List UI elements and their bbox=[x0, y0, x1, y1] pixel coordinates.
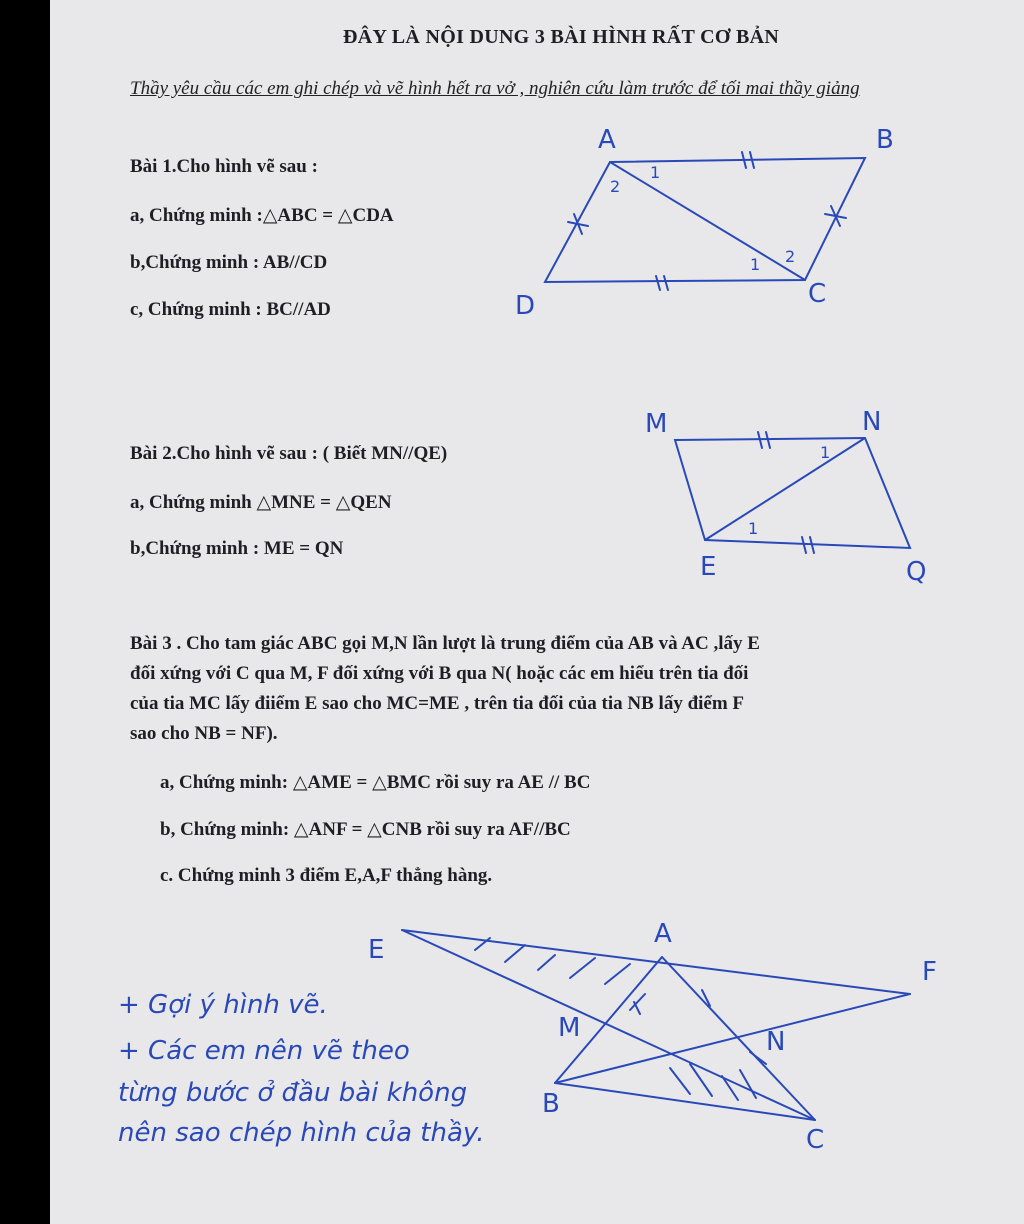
fig2-label-q: Q bbox=[906, 557, 927, 587]
fig2-label-n: N bbox=[862, 407, 882, 437]
fig3-label-c: C bbox=[806, 1125, 825, 1155]
fig3-label-m: M bbox=[558, 1013, 581, 1043]
fig2-label-m: M bbox=[645, 409, 668, 439]
figures-svg bbox=[50, 0, 1024, 1224]
bai3-line-1: Bài 3 . Cho tam giác ABC gọi M,N lần lượt là trung điểm của AB và AC ,lấy E bbox=[130, 633, 760, 654]
fig2-angle-1-bottom: 1 bbox=[748, 519, 759, 538]
note-line-4: nên sao chép hình của thầy. bbox=[118, 1118, 485, 1148]
intro-note: Thầy yêu cầu các em ghi chép và vẽ hình hết ra vở , nghiên cứu làm trước để tối mai thầy giảng bbox=[130, 78, 860, 99]
fig1-angle-2-top: 2 bbox=[610, 177, 621, 196]
bai1-part-c: c, Chứng minh : BC//AD bbox=[130, 299, 331, 320]
paper-sheet bbox=[50, 0, 1024, 1224]
bai3-part-a: a, Chứng minh: △AME = △BMC rồi suy ra AE // BC bbox=[160, 772, 591, 793]
bai3-part-c: c. Chứng minh 3 điểm E,A,F thẳng hàng. bbox=[160, 865, 493, 886]
bai3-part-b: b, Chứng minh: △ANF = △CNB rồi suy ra AF//BC bbox=[160, 819, 571, 840]
fig1-angle-2-bottom: 2 bbox=[785, 247, 796, 266]
fig1-label-d: D bbox=[515, 291, 536, 321]
figure-bai2 bbox=[675, 432, 910, 553]
fig1-angle-1-bottom: 1 bbox=[750, 255, 761, 274]
bai2-heading: Bài 2.Cho hình vẽ sau : ( Biết MN//QE) bbox=[130, 443, 448, 464]
note-line-2: + Các em nên vẽ theo bbox=[118, 1036, 410, 1066]
note-line-3: từng bước ở đầu bài không bbox=[118, 1078, 468, 1108]
fig3-label-b: B bbox=[542, 1089, 560, 1119]
fig3-label-n: N bbox=[766, 1027, 786, 1057]
bai3-line-4: sao cho NB = NF). bbox=[130, 723, 278, 744]
page-title: ĐÂY LÀ NỘI DUNG 3 BÀI HÌNH RẤT CƠ BẢN bbox=[343, 26, 780, 48]
fig3-label-f: F bbox=[922, 957, 937, 987]
figure-bai1 bbox=[545, 152, 865, 290]
figure-bai3 bbox=[402, 930, 910, 1120]
bai2-part-a: a, Chứng minh △MNE = △QEN bbox=[130, 492, 392, 513]
bai1-part-a: a, Chứng minh :△ABC = △CDA bbox=[130, 205, 394, 226]
note-line-1: + Gợi ý hình vẽ. bbox=[118, 990, 328, 1020]
bai3-line-2: đối xứng với C qua M, F đối xứng với B qua N( hoặc các em hiểu trên tia đối bbox=[130, 663, 749, 684]
fig2-label-e: E bbox=[700, 552, 717, 582]
bai1-heading: Bài 1.Cho hình vẽ sau : bbox=[130, 156, 318, 177]
bai3-line-3: của tia MC lấy điiểm E sao cho MC=ME , trên tia đối của tia NB lấy điểm F bbox=[130, 693, 745, 714]
fig1-label-c: C bbox=[808, 279, 827, 309]
fig3-label-e: E bbox=[368, 935, 385, 965]
fig1-angle-1-top: 1 bbox=[650, 163, 661, 182]
fig2-angle-1-top: 1 bbox=[820, 443, 831, 462]
bai2-part-b: b,Chứng minh : ME = QN bbox=[130, 538, 344, 559]
fig1-label-b: B bbox=[876, 125, 894, 155]
fig3-label-a: A bbox=[654, 919, 672, 949]
bai1-part-b: b,Chứng minh : AB//CD bbox=[130, 252, 328, 273]
fig1-label-a: A bbox=[598, 125, 616, 155]
